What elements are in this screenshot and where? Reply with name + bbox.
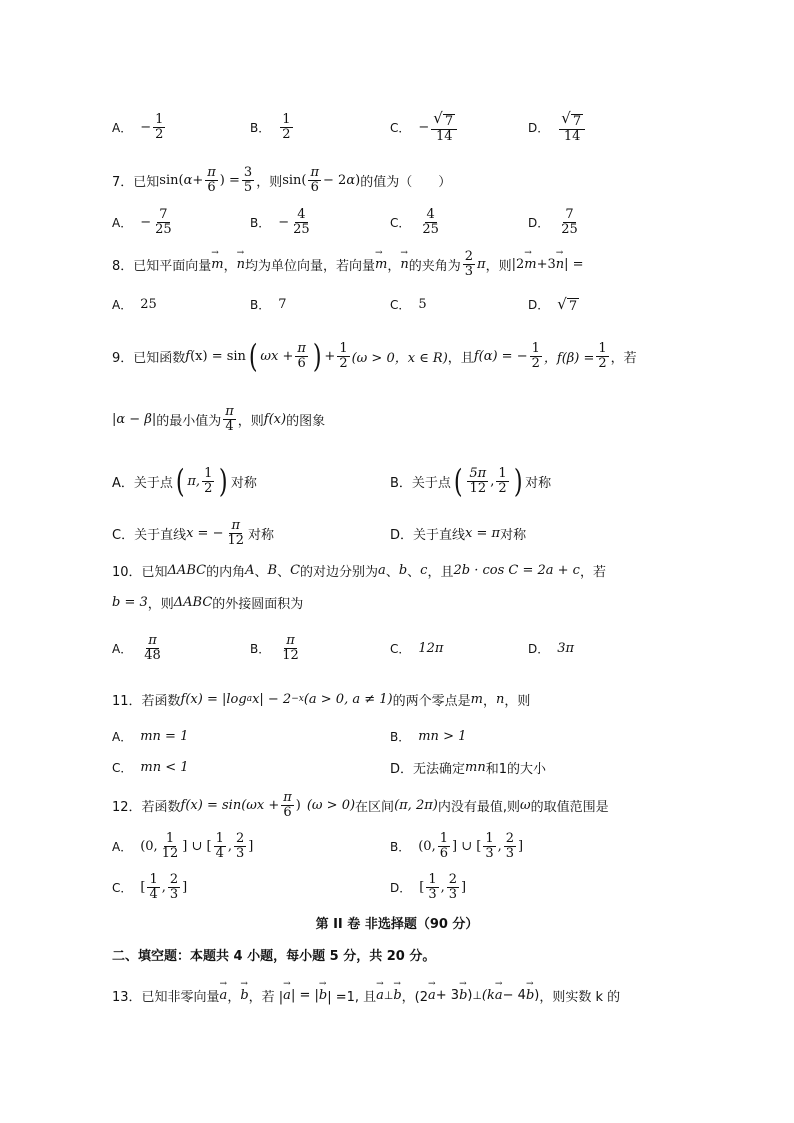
q6-option-d: D． √ 7 14 — [528, 107, 587, 147]
q6-option-c: C． − √ 7 14 — [390, 107, 459, 147]
q9-options-ab — [0, 461, 794, 501]
q9-stem-line2: |α − β| 的最小值为 $\frac{\pi}{4}$ ，则 f(x) 的图象 — [112, 403, 326, 434]
q7-option-c: C． $\frac{4}{25}$ — [390, 206, 439, 237]
q7-option-d: D． $\frac{7}{25}$ — [528, 206, 578, 237]
q10-stem: 10．已知 ΔABC 的内角 A 、 B 、 C 的对边分别为 a 、 b 、 c ，且 2b · cos C = 2a + c ，若 — [112, 562, 606, 580]
q6-option-a: A． − $\frac{1}{2}$ — [112, 111, 164, 142]
q8-option-c: C． 5 — [390, 296, 427, 312]
section-title: 第 II 卷 非选择题（90 分） — [315, 917, 479, 932]
q6-options — [0, 107, 794, 147]
q11-option-c: C． mn < 1 — [112, 759, 189, 775]
q11-options-cd — [0, 747, 794, 787]
fraction: $\frac{1}{2}$ — [282, 111, 291, 142]
q10-stem-line2: b = 3 ，则 ΔABC 的外接圆面积为 — [112, 594, 304, 612]
q12-options-cd — [0, 867, 794, 907]
fraction: √ 7 14 — [431, 111, 457, 143]
q8-option-b: B． 7 — [250, 296, 287, 312]
q11-option-b: B． mn > 1 — [390, 728, 467, 744]
q12-options-ab — [0, 826, 794, 866]
q12-option-a: A． (0, $\frac{1}{12}$ ] ∪ [ $\frac{1}{4}$ , $\frac{2}{3}$ ] — [112, 830, 254, 861]
q9-stem: 9．已知函数 f (x) = sin ( ωx + $\frac{\pi}{6}$ ) + $\frac{1}{2}$ (ω > 0，x ∈ R) ，且 f(α) = − $\frac{1}{2}$ ，f(β) = $\frac{1}{2}$ ，若 — [112, 337, 637, 375]
sqrt: √ 7 — [433, 108, 454, 129]
q12-stem: 12．若函数 f(x) = sin(ωx + $\frac{\pi}{6}$ ) (ω > 0) 在区间 (π, 2π) 内没有最值,则 ω 的取值范围是 — [112, 789, 609, 820]
q10-options — [0, 628, 794, 668]
sqrt: √ 7 — [561, 108, 582, 129]
q9-options-cd — [0, 513, 794, 553]
q9-option-c: C．关于直线 x = − $\frac{\pi}{12}$ 对称 — [112, 517, 275, 548]
q9-option-a: A．关于点 ( π, $\frac{1}{2}$ ) 对称 — [112, 462, 257, 500]
sqrt: √ 7 — [557, 294, 578, 314]
q12-option-d: D． [ $\frac{1}{3}$ , $\frac{2}{3}$ ] — [390, 871, 467, 902]
q6-option-b: B． $\frac{1}{2}$ — [250, 111, 291, 142]
q10-option-d: D． 3π — [528, 640, 575, 656]
fraction: √ 7 14 — [559, 111, 585, 143]
q13-stem: 13．已知非零向量 a → ， b → ，若 | a → | = | b → | =1, 且 a → ⊥ b → ，(2 a → + 3 b → ) ⊥ (k a → − 4 b → ) ，则实数 k 的 — [0, 975, 794, 1015]
part2-heading: 二、填空题：本题共 4 小题，每小题 5 分，共 20 分。 — [112, 949, 436, 964]
q9-option-b: B．关于点 ( $\frac{5\pi}{12}$ , $\frac{1}{2}$ ) 对称 — [390, 462, 552, 500]
q10-option-c: C． 12π — [390, 640, 444, 656]
q7-options — [0, 202, 794, 242]
q8-option-a: A． 25 — [112, 296, 157, 312]
q10-option-b: B． $\frac{\pi}{12}$ — [250, 632, 299, 663]
q10-option-a: A． $\frac{\pi}{48}$ — [112, 632, 161, 663]
fraction: $\frac{1}{2}$ — [155, 111, 164, 142]
q11-stem: 11．若函数 f(x) = |log a x| − 2 −x (a > 0, a ≠ 1) 的两个零点是 m ， n ，则 — [112, 691, 531, 709]
q7-option-b: B． − $\frac{4}{25}$ — [250, 206, 310, 237]
q12-option-c: C． [ $\frac{1}{4}$ , $\frac{2}{3}$ ] — [112, 871, 188, 902]
q7-option-a: A． − $\frac{7}{25}$ — [112, 206, 172, 237]
q11-option-d: D．无法确定 mn 和1的大小 — [390, 759, 546, 777]
q9-option-d: D．关于直线 x = π 对称 — [390, 525, 527, 543]
q12-option-b: B． (0, $\frac{1}{6}$ ] ∪ [ $\frac{1}{3}$ , $\frac{2}{3}$ ] — [390, 830, 524, 861]
q8-stem: 8．已知平面向量 m → ， n → 均为单位向量，若向量 m → ， n → 的夹角为 $\frac{2}{3}$ π ，则 |2 m → +3 n → | = — [0, 244, 794, 284]
q7-stem: 7．已知 sin( α + $\frac{\pi}{6}$ ) = $\frac{3}{5}$ ，则 sin( $\frac{\pi}{6}$ − 2 α ) 的值为（ ） — [112, 164, 452, 195]
q11-option-a: A． mn = 1 — [112, 728, 189, 744]
q8-option-d: D． √ 7 — [528, 294, 578, 314]
q8-options — [0, 284, 794, 324]
